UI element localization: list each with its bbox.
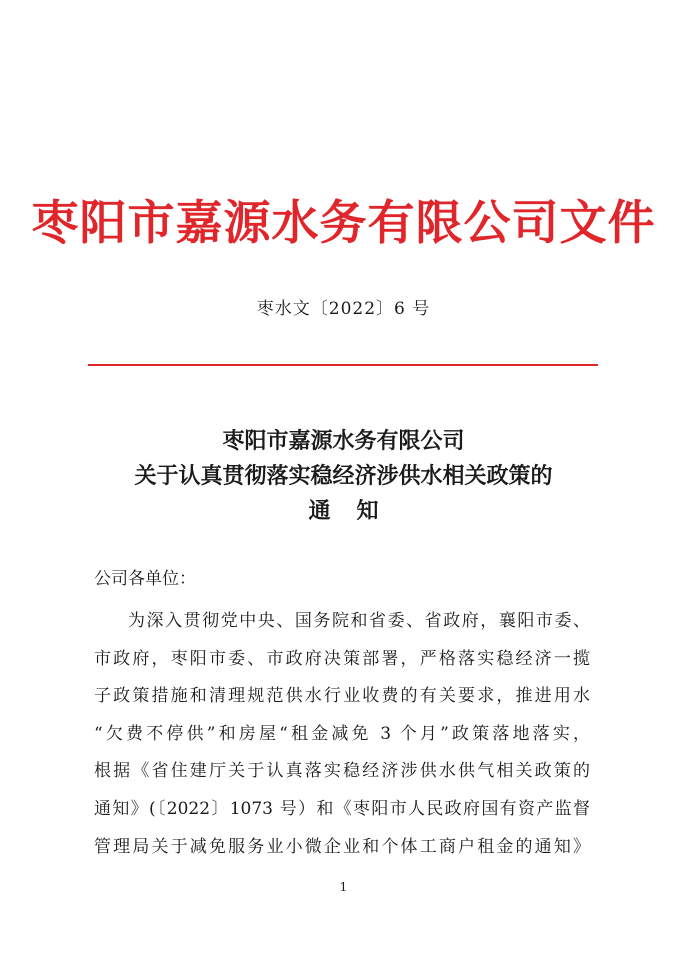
- body-line: 为深入贯彻党中央、国务院和省委、省政府，襄阳市委、: [128, 611, 590, 631]
- notice-title-line-2: 关于认真贯彻落实稳经济涉供水相关政策的: [134, 463, 553, 489]
- body-line: “欠费不停供”和房屋“租金减免 3 个月”政策落地落实，: [94, 723, 590, 744]
- notice-title-line-1: 枣阳市嘉源水务有限公司: [222, 428, 465, 454]
- body-line: 子政策措施和清理规范供水行业收费的有关要求，推进用水: [94, 686, 590, 707]
- body-line: 根据《省住建厅关于认真落实稳经济涉供水供气相关政策的: [94, 761, 590, 782]
- notice-title: [0, 424, 687, 529]
- red-divider-line: [88, 364, 598, 366]
- document-number: 枣水文〔2022〕6 号: [256, 299, 431, 319]
- page-number: 1: [339, 880, 348, 894]
- notice-title-line-3: 通知: [308, 498, 405, 524]
- body-line: 通知》(〔2022〕1073 号）和《枣阳市人民政府国有资产监督: [94, 798, 590, 819]
- salutation: 公司各单位：: [94, 569, 196, 589]
- body-line: 市政府，枣阳市委、市政府决策部署，严格落实稳经济一揽: [94, 648, 590, 669]
- document-header-title: 枣阳市嘉源水务有限公司文件: [31, 196, 656, 251]
- body-line: 管理局关于减免服务业小微企业和个体工商户租金的通知》: [94, 836, 590, 857]
- body-paragraph: [94, 603, 590, 866]
